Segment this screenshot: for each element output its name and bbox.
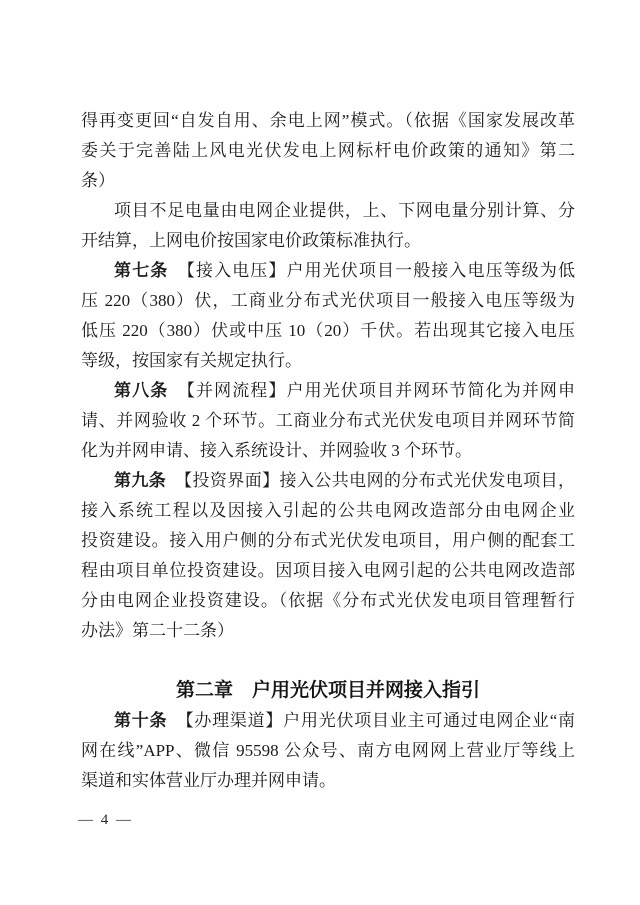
text-run: 办法》第二十二条）	[81, 621, 234, 640]
text-line	[81, 376, 575, 406]
text-run: 等级，按国家有关规定执行。	[81, 351, 302, 370]
article-number: 第九条	[114, 471, 167, 490]
text-run: 得再变更回“自发自用、余电上网”模式。（依据《国家发展改革	[81, 111, 575, 130]
text-run: 网在线”APP、微信 95598 公众号、南方电网网上营业厅等线上	[81, 741, 575, 760]
text-line	[81, 526, 575, 556]
text-run: 渠道和实体营业厅办理并网申请。	[81, 771, 336, 790]
text-run: 分由电网企业投资建设。（依据《分布式光伏发电项目管理暂行	[81, 591, 575, 610]
text-run: 项目不足电量由电网企业提供，上、下网电量分别计算、分	[114, 201, 575, 220]
text-line	[81, 346, 575, 376]
text-line	[81, 136, 575, 166]
text-line	[81, 586, 575, 616]
text-line	[81, 166, 575, 196]
text-line	[81, 316, 575, 346]
text-run: 接入系统工程以及因接入引起的公共电网改造部分由电网企业	[81, 501, 575, 520]
text-run: 【接入电压】户用光伏项目一般接入电压等级为低	[168, 261, 576, 280]
text-run: 条）	[81, 171, 115, 190]
article-number: 第七条	[114, 261, 169, 280]
text-line	[81, 556, 575, 586]
text-line	[81, 496, 575, 526]
text-line	[81, 226, 575, 256]
document-body	[81, 106, 575, 796]
text-run: 请、并网验收 2 个环节。工商业分布式光伏发电项目并网环节简	[81, 411, 575, 430]
text-run: 低压 220（380）伏或中压 10（20）千伏。若出现其它接入电压	[81, 321, 575, 340]
text-line	[81, 736, 575, 766]
text-run: 委关于完善陆上风电光伏发电上网标杆电价政策的通知》第二	[81, 141, 575, 160]
text-line	[81, 196, 575, 226]
blank-line	[81, 646, 575, 676]
text-line	[81, 706, 575, 736]
text-run: 【办理渠道】户用光伏项目业主可通过电网企业“南	[167, 711, 576, 730]
article-number: 第八条	[114, 381, 169, 400]
text-run: 【并网流程】户用光伏项目并网环节简化为并网申	[168, 381, 576, 400]
text-line	[81, 616, 575, 646]
article-number: 第十条	[114, 711, 168, 730]
text-line	[81, 256, 575, 286]
text-line	[81, 466, 575, 496]
text-line	[81, 766, 575, 796]
text-line	[81, 106, 575, 136]
chapter-heading: 第二章 户用光伏项目并网接入指引	[175, 680, 480, 701]
text-line	[81, 436, 575, 466]
text-run: 【投资界面】接入公共电网的分布式光伏发电项目，	[166, 471, 576, 490]
text-run: 压 220（380）伏，工商业分布式光伏项目一般接入电压等级为	[81, 291, 575, 310]
text-run: 化为并网申请、接入系统设计、并网验收 3 个环节。	[81, 441, 472, 460]
page-number: — 4 —	[78, 812, 133, 828]
text-line	[81, 286, 575, 316]
text-run: 程由项目单位投资建设。因项目接入电网引起的公共电网改造部	[81, 561, 575, 580]
text-run: 开结算，上网电价按国家电价政策标准执行。	[81, 231, 421, 250]
text-run: 投资建设。接入用户侧的分布式光伏发电项目，用户侧的配套工	[81, 531, 575, 550]
text-line	[81, 406, 575, 436]
